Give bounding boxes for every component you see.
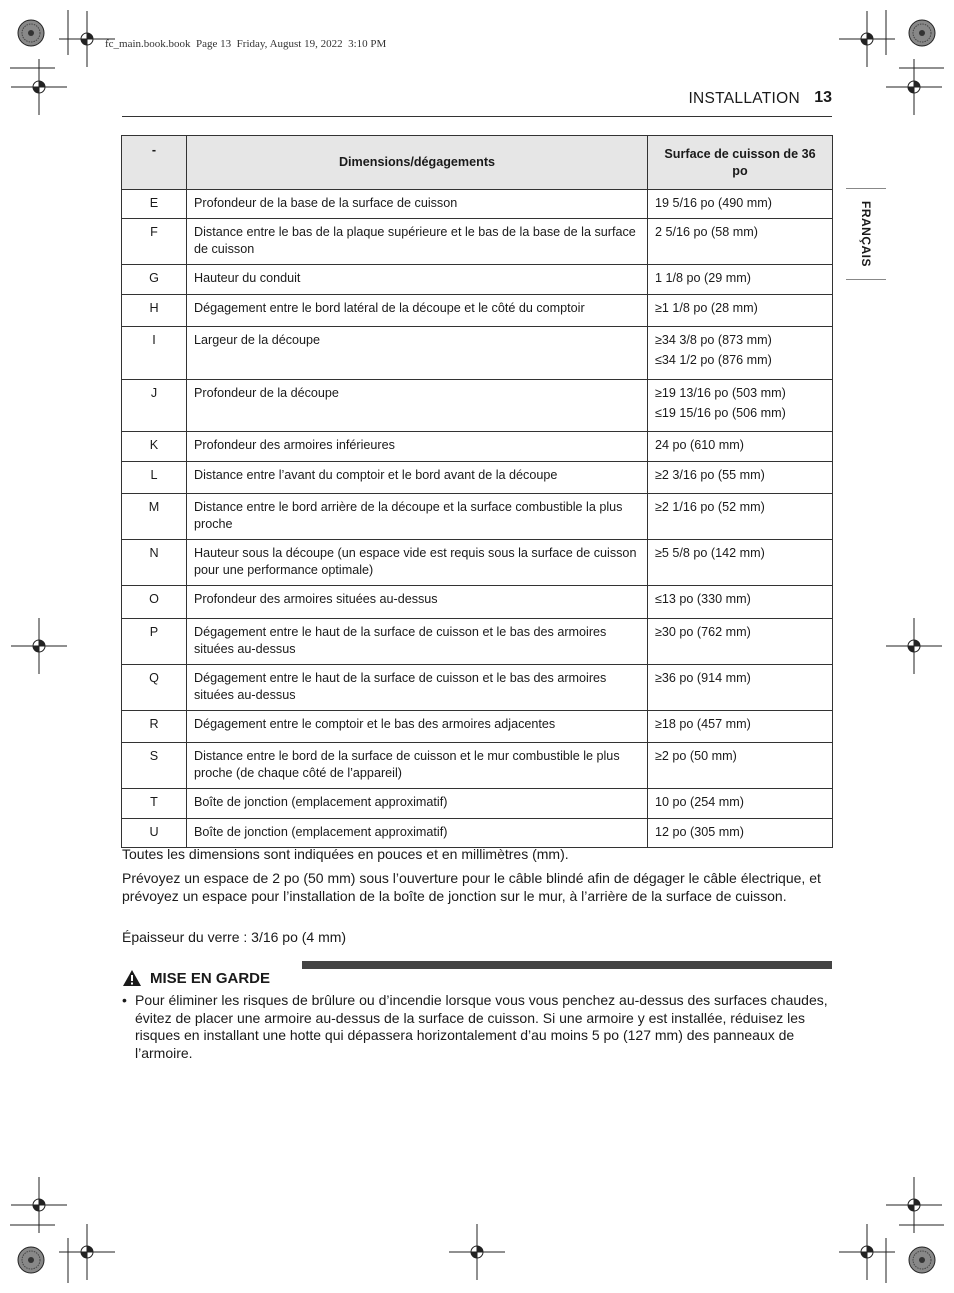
row-code: F: [122, 219, 187, 265]
row-code: H: [122, 295, 187, 327]
row-description: Profondeur de la découpe: [187, 380, 648, 432]
row-code: T: [122, 789, 187, 819]
row-description: Dégagement entre le comptoir et le bas des armoires adjacentes: [187, 711, 648, 743]
row-value: ≤13 po (330 mm): [655, 592, 751, 606]
caution-text: Pour éliminer les risques de brûlure ou d’incendie lorsque vous vous penchez au-dessus des surfaces chaudes, évitez de placer une armoire au-dessus de la surface de cuisson. Si une armoire y est installée, réduisez les risques en installant une hotte qui dépassera horizontalement d’au moins 5 po (127 mm) des panneaux de l’armoire.: [135, 992, 828, 1061]
row-value: ≥36 po (914 mm): [655, 671, 751, 685]
row-value: 24 po (610 mm): [655, 438, 744, 452]
table-header-row: [122, 136, 833, 190]
table-row: [122, 494, 833, 540]
row-code: U: [122, 819, 187, 848]
row-value-cell: [648, 380, 833, 432]
row-code: R: [122, 711, 187, 743]
table-row: [122, 665, 833, 711]
row-description: Hauteur sous la découpe (un espace vide est requis sous la surface de cuisson pour une performance optimale): [187, 540, 648, 586]
row-description: Dégagement entre le haut de la surface de cuisson et le bas des armoires situées au-dessus: [187, 619, 648, 665]
caution-rule: [302, 961, 832, 969]
table-row: [122, 462, 833, 494]
row-value: ≥5 5/8 po (142 mm): [655, 546, 765, 560]
print-info: fc_main.book.book Page 13 Friday, August 19, 2022 3:10 PM: [105, 38, 387, 50]
row-value: ≤34 1/2 po (876 mm): [655, 352, 772, 367]
row-description: Largeur de la découpe: [187, 327, 648, 380]
caution-title: MISE EN GARDE: [150, 969, 271, 987]
row-value-cell: [648, 190, 833, 219]
table-row: [122, 219, 833, 265]
row-code: O: [122, 586, 187, 619]
row-value-cell: [648, 789, 833, 819]
row-value: ≥1 1/8 po (28 mm): [655, 301, 758, 315]
table-row: [122, 819, 833, 848]
warning-triangle-icon: [122, 969, 142, 987]
row-value-cell: [648, 619, 833, 665]
bullet-dot: •: [122, 992, 127, 1008]
row-value-cell: [648, 265, 833, 295]
row-description: Distance entre l’avant du comptoir et le bord avant de la découpe: [187, 462, 648, 494]
row-value: ≥2 po (50 mm): [655, 749, 737, 763]
row-value: ≤19 15/16 po (506 mm): [655, 405, 786, 420]
row-description: Boîte de jonction (emplacement approximatif): [187, 789, 648, 819]
table-row: [122, 711, 833, 743]
row-description: Profondeur des armoires inférieures: [187, 432, 648, 462]
row-value-cell: [648, 327, 833, 380]
row-value-cell: [648, 494, 833, 540]
note-units: Toutes les dimensions sont indiquées en pouces et en millimètres (mm).: [122, 846, 569, 862]
row-value-cell: [648, 219, 833, 265]
table-row: [122, 190, 833, 219]
table-row: [122, 743, 833, 789]
row-value: ≥2 1/16 po (52 mm): [655, 500, 765, 514]
language-label: FRANÇAIS: [859, 201, 873, 267]
row-value-cell: [648, 819, 833, 848]
note-space: Prévoyez un espace de 2 po (50 mm) sous l’ouverture pour le câble blindé afin de dégager le câble électrique, et prévoyez un espace pour l’installation de la boîte de jonction sur le mur, à l’arrière de la surface de cuisson.: [122, 870, 821, 904]
table-row: [122, 295, 833, 327]
row-description: Distance entre le bas de la plaque supérieure et le bas de la base de la surface de cuisson: [187, 219, 648, 265]
caution-heading: [122, 967, 270, 989]
row-value: ≥30 po (762 mm): [655, 625, 751, 639]
row-value-cell: [648, 711, 833, 743]
table-body: [122, 190, 833, 848]
row-code: J: [122, 380, 187, 432]
row-description: Distance entre le bord de la surface de cuisson et le mur combustible le plus proche (de chaque côté de l’appareil): [187, 743, 648, 789]
row-description: Profondeur de la base de la surface de cuisson: [187, 190, 648, 219]
caution-bullet: [122, 992, 834, 1062]
row-description: Distance entre le bord arrière de la découpe et la surface combustible la plus proche: [187, 494, 648, 540]
row-value-cell: [648, 540, 833, 586]
page-number: 13: [814, 89, 832, 106]
row-code: Q: [122, 665, 187, 711]
row-value-cell: [648, 295, 833, 327]
table-row: [122, 327, 833, 380]
row-code: P: [122, 619, 187, 665]
row-value: ≥2 3/16 po (55 mm): [655, 468, 765, 482]
row-value: 1 1/8 po (29 mm): [655, 271, 751, 285]
row-code: S: [122, 743, 187, 789]
table-row: [122, 380, 833, 432]
row-code: L: [122, 462, 187, 494]
row-code: E: [122, 190, 187, 219]
row-value-cell: [648, 586, 833, 619]
page-header: [122, 88, 832, 117]
row-value: 2 5/16 po (58 mm): [655, 225, 758, 239]
row-code: M: [122, 494, 187, 540]
table-row: [122, 619, 833, 665]
table-row: [122, 586, 833, 619]
row-value: ≥34 3/8 po (873 mm): [655, 333, 772, 347]
row-value-cell: [648, 665, 833, 711]
row-value-cell: [648, 432, 833, 462]
row-code: I: [122, 327, 187, 380]
row-code: N: [122, 540, 187, 586]
row-value: 19 5/16 po (490 mm): [655, 196, 772, 210]
row-description: Dégagement entre le bord latéral de la découpe et le côté du comptoir: [187, 295, 648, 327]
section-title: INSTALLATION: [688, 90, 800, 107]
table-row: [122, 265, 833, 295]
header-description: Dimensions/dégagements: [187, 136, 648, 190]
row-value: 12 po (305 mm): [655, 825, 744, 839]
row-code: G: [122, 265, 187, 295]
note-glass: Épaisseur du verre : 3/16 po (4 mm): [122, 929, 347, 945]
row-description: Boîte de jonction (emplacement approximatif): [187, 819, 648, 848]
row-description: Dégagement entre le haut de la surface de cuisson et le bas des armoires situées au-dessus: [187, 665, 648, 711]
table-row: [122, 432, 833, 462]
table-row: [122, 789, 833, 819]
header-code: -: [122, 136, 187, 190]
header-value: Surface de cuisson de 36 po: [648, 136, 833, 190]
row-value: ≥19 13/16 po (503 mm): [655, 386, 786, 400]
row-value: ≥18 po (457 mm): [655, 717, 751, 731]
row-description: Hauteur du conduit: [187, 265, 648, 295]
row-code: K: [122, 432, 187, 462]
dimensions-table: [121, 135, 833, 848]
language-tab: [846, 188, 886, 280]
row-description: Profondeur des armoires situées au-dessus: [187, 586, 648, 619]
row-value-cell: [648, 462, 833, 494]
row-value-cell: [648, 743, 833, 789]
row-value: 10 po (254 mm): [655, 795, 744, 809]
table-row: [122, 540, 833, 586]
